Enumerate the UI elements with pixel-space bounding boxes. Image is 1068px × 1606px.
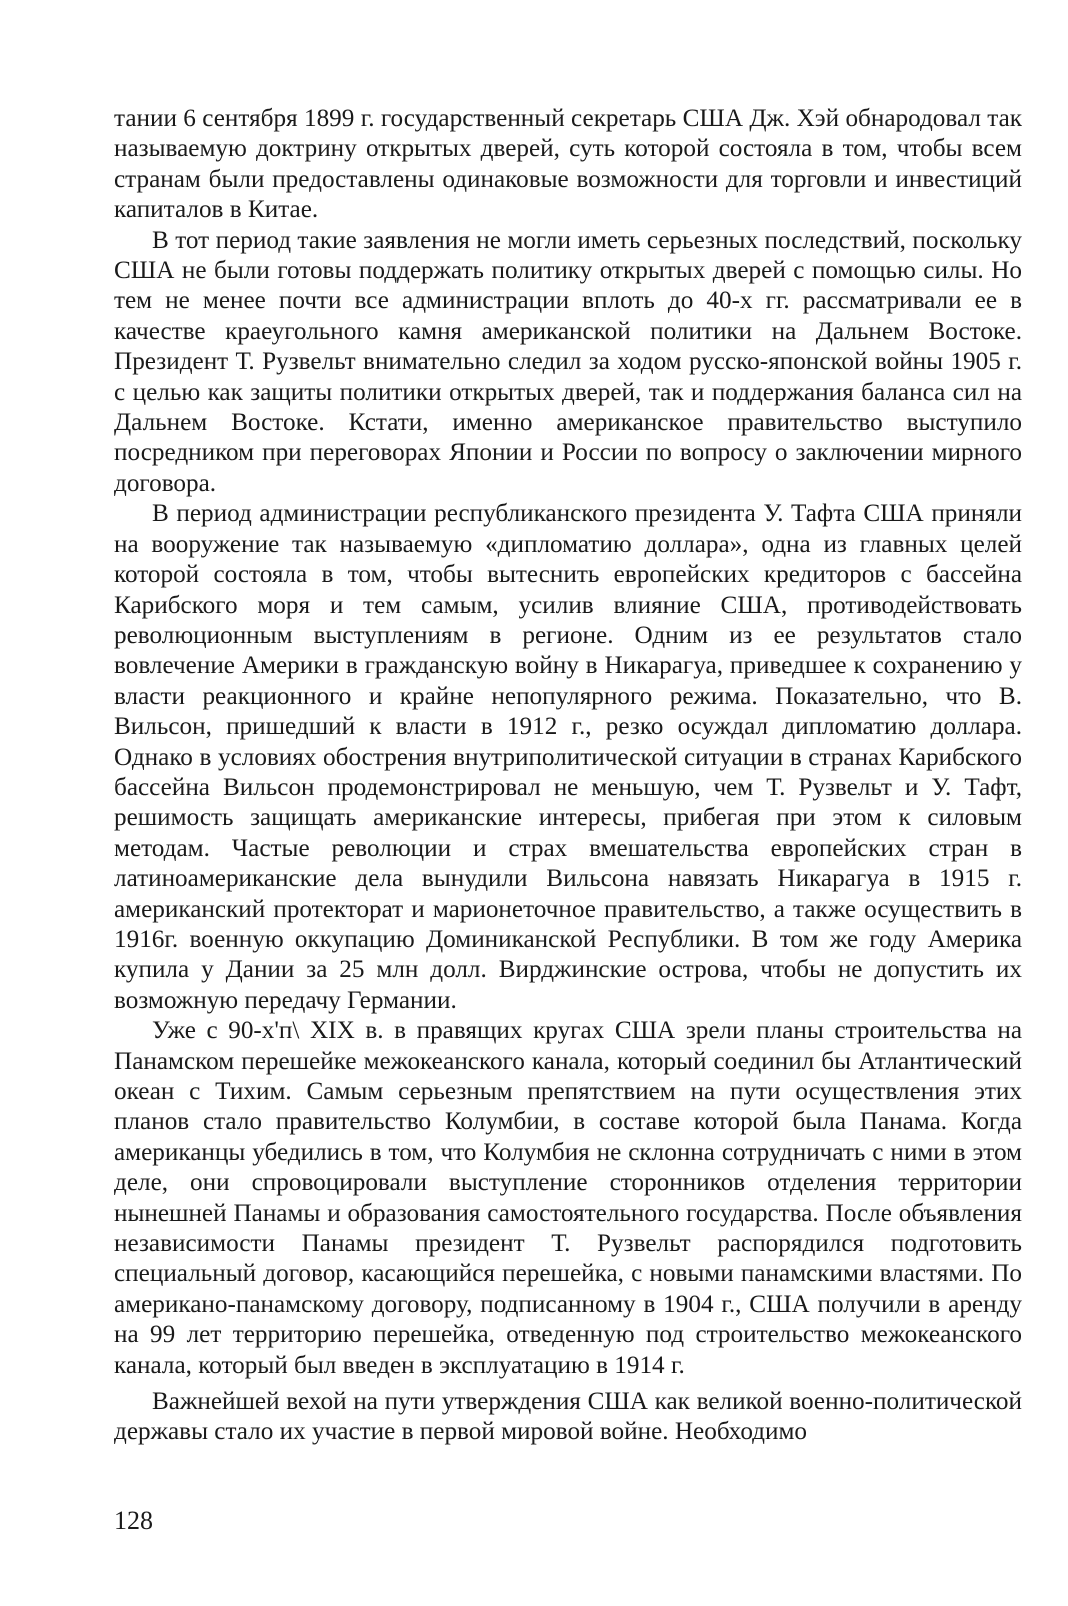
body-text (114, 104, 1022, 1448)
paragraph-5: Важнейшей вехой на пути утверждения США как великой военно-политической державы стало их участие в первой мировой войне. Необходимо (114, 1388, 1022, 1446)
paragraph-4: Уже с 90-х'п\ XIX в. в правящих кругах США зрели планы строительства на Панамском перешейке межокеанского канала, который соединил бы Атлантический океан с Тихим. Самым серьезным препятствием на пути осуществления этих планов стало правительство Колумбии, в составе которой была Панама. Когда американцы убедились в том, что Колумбия не склонна сотрудничать с ними в этом деле, они спровоцировали выступление сторонников отделения территории нынешней Панамы и образования самостоятельного государства. После объявления независимости Панамы президент Т. Рузвельт распорядился подготовить специальный договор, касающийся перешейка, с новыми панамскими властями. По американо-панамскому договору, подписанному в 1904 г., США получили в аренду на 99 лет территорию перешейка, отведенную под строительство межокеанского канала, который был введен в эксплуатацию в 1914 г. (114, 1017, 1022, 1379)
paragraph-2: В тот период такие заявления не могли иметь серьезных последствий, поскольку США не были готовы поддержать политику открытых дверей с помощью силы. Но тем не менее почти все администрации вплоть до 40-х гг. рассматривали ее в качестве краеугольного камня американской политики на Дальнем Востоке. Президент Т. Рузвельт внимательно следил за ходом русско-японской войны 1905 г. с целью как защиты политики открытых дверей, так и поддержания баланса сил на Дальнем Востоке. Кстати, именно американское правительство выступило посредником при переговорах Японии и России по вопросу о заключении мирного договора. (114, 226, 1022, 497)
paragraph-1: тании 6 сентября 1899 г. государственный секретарь США Дж. Хэй обнародовал так называемую доктрину открытых дверей, суть которой состояла в том, чтобы всем странам были предоставлены одинаковые возможности для торговли и инвестиций капиталов в Китае. (114, 105, 1022, 224)
page-number: 128 (114, 1506, 153, 1535)
paragraph-3: В период администрации республиканского президента У. Тафта США приняли на вооружение так называемую «дипломатию доллара», одна из главных целей которой состояла в том, чтобы вытеснить европейских кредиторов с бассейна Карибского моря и тем самым, усилив влияние США, противодействовать революционным выступлениям в регионе. Одним из ее результатов стало вовлечение Америки в гражданскую войну в Никарагуа, приведшее к сохранению у власти реакционного и крайне непопулярного режима. Показательно, что В. Вильсон, пришедший к власти в 1912 г., резко осуждал дипломатию доллара. Однако в условиях обострения внутриполитической ситуации в странах Карибского бассейна Вильсон продемонстрировал не меньшую, чем Т. Рузвельт и У. Тафт, решимость защищать американские интересы, прибегая при этом к силовым методам. Частые революции и страх вмешательства европейских стран в латиноамериканские дела вынудили Вильсона навязать Никарагуа в 1915 г. американский протекторат и марионеточное правительство, а также осуществить в 1916г. военную оккупацию Доминиканской Республики. В том же году Америка купила у Дании за 25 млн долл. Вирджинские острова, чтобы не допустить их возможную передачу Германии. (114, 500, 1022, 1014)
